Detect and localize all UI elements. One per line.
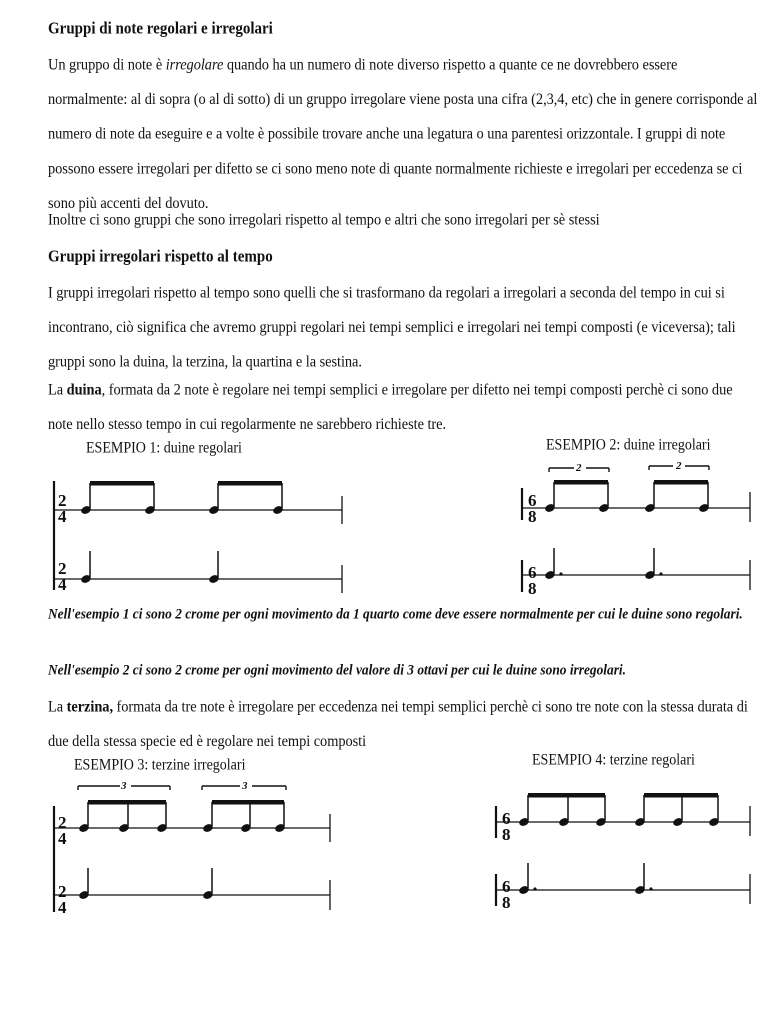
italic-term-irregolare: irregolare bbox=[165, 55, 224, 74]
terzina-paragraph: La terzina, formata da tre note è irregolare per eccedenza nei tempi semplici perchè ci sono tre note con la stessa durata di due della stessa specie ed è regolare nei tempi composti bbox=[48, 697, 748, 751]
tuplet-number: 2 bbox=[676, 460, 682, 472]
bold-term-duina: duina bbox=[66, 380, 102, 399]
bold-term-terzina: terzina, bbox=[66, 697, 113, 716]
time-signature-top: 2 bbox=[58, 559, 67, 578]
tuplet-bracket bbox=[549, 462, 609, 474]
time-signature-bottom: 4 bbox=[58, 507, 67, 526]
beam bbox=[90, 481, 154, 486]
beam bbox=[528, 793, 605, 798]
tuplet-number: 3 bbox=[242, 780, 248, 792]
intro-paragraph: Un gruppo di note è irregolare quando ha un numero di note diverso rispetto a quante ce ne dovrebbero essere normalmente: al di sopra (o al di sotto) di un gruppo irregolare viene posta una cifra (2,3,4, etc) che in genere corrisponde al numero di note da eseguire e a volte è possibile trovare anche una legatura o una parentesi orizzontale. I gruppi di note possono essere irregolari per difetto se ci sono meno note di quante normalmente richieste e irregolari per eccedenza se ci sono più accenti del dovuto. bbox=[48, 55, 758, 213]
section-title-regular-irregular: Gruppi di note regolari e irregolari bbox=[48, 20, 273, 38]
beam bbox=[654, 480, 708, 485]
example-3-label: ESEMPIO 3: terzine irregolari bbox=[74, 757, 246, 774]
time-signature-bottom: 8 bbox=[528, 579, 537, 598]
time-signature-top: 2 bbox=[58, 491, 67, 510]
duina-paragraph: La duina, formata da 2 note è regolare nei tempi semplici e irregolare per difetto nei tempi composti perchè ci sono due note nello stesso tempo in cui regolarmente ne sarebbero richieste tre. bbox=[48, 380, 733, 434]
example-2-notation bbox=[522, 460, 750, 598]
beam bbox=[218, 481, 282, 486]
time-signature-bottom: 8 bbox=[502, 893, 511, 912]
tuplet-bracket bbox=[202, 780, 286, 792]
time-signature-top: 6 bbox=[528, 563, 537, 582]
time-signature-top: 2 bbox=[58, 813, 67, 832]
example-3-notation bbox=[54, 780, 330, 917]
example-4-notation bbox=[496, 793, 750, 912]
example-1-notation bbox=[54, 481, 342, 594]
dot bbox=[559, 572, 562, 575]
time-signature-bottom: 4 bbox=[58, 575, 67, 594]
example-2-explanation: Nell'esempio 2 ci sono 2 crome per ogni movimento del valore di 3 ottavi per cui le duine sono irregolari. bbox=[48, 660, 626, 678]
beam bbox=[88, 800, 166, 805]
example-1-explanation: Nell'esempio 1 ci sono 2 crome per ogni movimento da 1 quarto come deve essere normalmente per cui le duine sono regolari. bbox=[48, 604, 743, 622]
time-signature-top: 6 bbox=[528, 491, 537, 510]
time-signature-bottom: 8 bbox=[528, 507, 537, 526]
tuplet-bracket bbox=[78, 780, 170, 792]
dot bbox=[659, 572, 662, 575]
tuplet-number: 2 bbox=[576, 462, 582, 474]
beam bbox=[212, 800, 284, 805]
example-1-label: ESEMPIO 1: duine regolari bbox=[86, 440, 242, 457]
tuplet-number: 3 bbox=[121, 780, 127, 792]
example-4-label: ESEMPIO 4: terzine regolari bbox=[532, 752, 695, 769]
dot bbox=[649, 887, 652, 890]
section-title-tempo: Gruppi irregolari rispetto al tempo bbox=[48, 248, 273, 266]
example-2-label: ESEMPIO 2: duine irregolari bbox=[546, 437, 711, 454]
tuplet-bracket bbox=[649, 460, 709, 472]
dot bbox=[533, 887, 536, 890]
time-signature-bottom: 4 bbox=[58, 829, 67, 848]
time-signature-top: 2 bbox=[58, 882, 67, 901]
tempo-paragraph: I gruppi irregolari rispetto al tempo sono quelli che si trasformano da regolari a irregolari a seconda del tempo in cui si incontrano, ciò significa che avremo gruppi regolari nei tempi semplici e irregolari nei tempi composti (e viceversa); tali gruppi sono la duina, la terzina, la quartina e la sestina. bbox=[48, 283, 736, 372]
beam bbox=[644, 793, 718, 798]
time-signature-bottom: 8 bbox=[502, 825, 511, 844]
time-signature-bottom: 4 bbox=[58, 898, 67, 917]
beam bbox=[554, 480, 608, 485]
time-signature-top: 6 bbox=[502, 809, 511, 828]
time-signature-top: 6 bbox=[502, 877, 511, 896]
intro-paragraph-2: Inoltre ci sono gruppi che sono irregolari rispetto al tempo e altri che sono irregolari per sè stessi bbox=[48, 210, 600, 229]
